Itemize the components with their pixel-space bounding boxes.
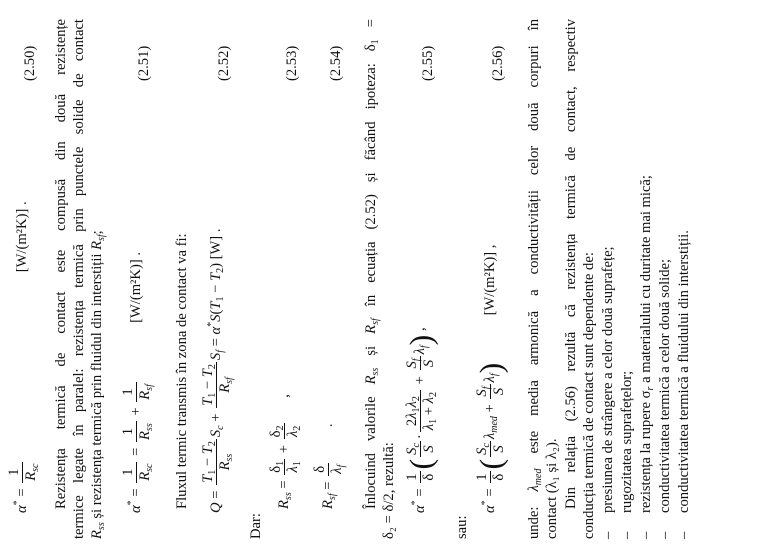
paragraph-line: termice legate în paralel: rezistența termică prin punctele solide de contact <box>71 19 87 539</box>
equation-number-2-51: (2.51) <box>136 45 152 81</box>
list-item: –presiunea de strângere a celor două suprafețe; <box>600 246 616 539</box>
paragraph-line: contact (λ₁ și λ₂). <box>544 438 560 539</box>
equation-number-2-55: (2.55) <box>420 45 436 81</box>
list-item: –rugozitatea suprafețelor; <box>619 370 635 539</box>
alpha-star: α <box>13 505 30 513</box>
dar-label: Dar: <box>248 513 264 539</box>
list-item: –rezistența la rupere $\sigma_r$ a materialului cu duritate mai mică; <box>638 175 656 539</box>
paragraph-line: Înlocuind valorile $R_{ss}$ și $R_{sf}$ în ecuația (2.52) și făcând ipoteza: $\delta_1$ = <box>363 19 381 509</box>
equation-2-52: Q = $T_1 - T_2$ $R_{ss}$ $S_c$ + $T_1 - T_2$ $R_{sf}$ $S_f = \alpha^*S(T_1 - T_2)$ [W] . <box>200 228 235 513</box>
equation-number-2-52: (2.52) <box>216 45 232 81</box>
unit-2-51: [W/(m²K)] . <box>127 252 144 323</box>
unit-2-56: [W/(m²K)] , <box>481 244 498 316</box>
equation-2-53: $R_{ss}$ = $\delta_1$ $\lambda_1$ + $\delta_2$ $\lambda_2$ , <box>268 394 303 509</box>
paragraph-line: unde: $\lambda_{med}$ este media armonică a conductivității celor două corpuri în <box>526 19 544 539</box>
equation-2-55: α* = 1 δ ( $S_c$ S · $2\lambda_1\lambda_2$ $\lambda_1 + \lambda_2$ + $S_f$ S $\lambda_f$) , <box>402 327 439 513</box>
paragraph-line: conducția termică de contact sunt dependente de: <box>581 252 597 539</box>
equation-number-2-56: (2.56) <box>490 45 506 81</box>
equation-2-56: α* = 1 δ ( $S_c$ S $\lambda_{med}$ + $S_f$ S $\lambda_f$) [W/(m²K)] , <box>472 244 509 513</box>
paragraph-line: δ₂ = δ/2, rezultă: <box>381 442 397 539</box>
list-item: –conductivitatea termică a celor două solide; <box>657 258 673 539</box>
paragraph-line: Fluxul termic transmis în zona de contact va fi: <box>174 233 190 509</box>
unit-2-52: [W] . <box>207 228 224 260</box>
equation-number-2-53: (2.53) <box>284 45 300 81</box>
equation-number-2-54: (2.54) <box>328 45 344 81</box>
equation-2-54: $R_{sf}$ = δ $\lambda_f$ . <box>312 423 347 509</box>
unit-2-50: [W/(m²K)] . <box>13 201 30 273</box>
fraction: 1 $R_{sc}$ <box>6 463 41 481</box>
equation-2-51: α* = 1 $R_{sc}$ = 1 $R_{ss}$ + 1 $R_{sf}$ [W/(m²K)] . <box>120 252 155 513</box>
list-item: –conductivitatea termică a fluidului din interstiții. <box>676 230 692 539</box>
paragraph-line: Rezistența termică de contact este compusă din două rezistențe <box>53 19 69 509</box>
equation-2-50: α* = 1 $R_{sc}$ [W/(m²K)] . <box>6 201 41 513</box>
sau-label: sau: <box>454 515 470 539</box>
paragraph-line: $R_{ss}$ și rezistența termică prin fluidul din interstiții $R_{sf}$; <box>89 230 107 539</box>
equation-number-2-50: (2.50) <box>22 45 38 81</box>
paragraph-line: Din relația (2.56) rezultă că rezistența termică de contact, respectiv <box>563 19 579 509</box>
